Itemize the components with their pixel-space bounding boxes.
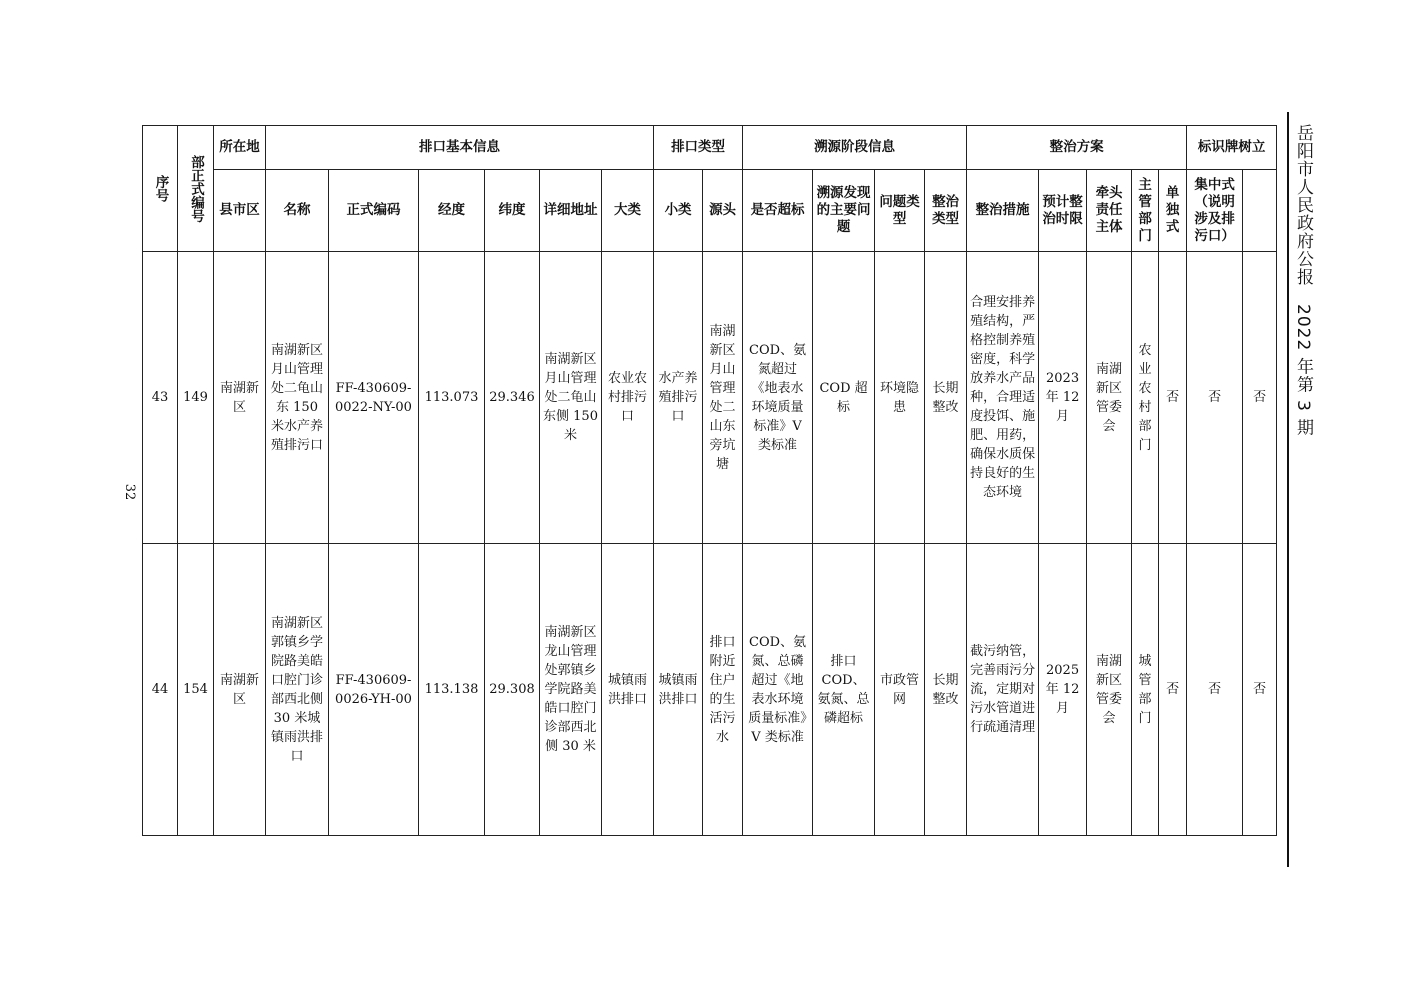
cell-major: 城镇雨洪排口 [602,544,654,836]
cell-address: 南湖新区月山管理处二龟山东侧 150 米 [540,252,602,544]
header-county: 县市区 [214,170,266,252]
header-row-columns [143,170,1277,252]
cell-longitude: 113.073 [419,252,485,544]
cell-source: 排口附近住户的生活污水 [703,544,743,836]
header-dept: 主管部门 [1132,170,1159,252]
table-row [143,252,1277,544]
header-problem-type: 问题类型 [875,170,925,252]
cell-seq: 44 [143,544,178,836]
cell-central: 否 [1187,544,1243,836]
header-rect-type: 整治类型 [925,170,967,252]
header-exceed: 是否超标 [743,170,813,252]
table-header [143,126,1277,252]
cell-name: 南湖新区郭镇乡学院路美皓口腔门诊部西北侧 30 米城镇雨洪排口 [266,544,329,836]
header-problem: 溯源发现的主要问题 [813,170,875,252]
table-row [143,544,1277,836]
cell-seq: 43 [143,252,178,544]
cell-single: 否 [1159,252,1187,544]
cell-county: 南湖新区 [214,252,266,544]
header-address: 详细地址 [540,170,602,252]
sewage-outlet-table [142,125,1277,836]
cell-deadline: 2025 年 12 月 [1039,544,1087,836]
table-body [143,252,1277,836]
cell-deadline: 2023 年 12 月 [1039,252,1087,544]
cell-source: 南湖新区月山管理处二山东旁坑塘 [703,252,743,544]
cell-longitude: 113.138 [419,544,485,836]
cell-problem-type: 市政管网 [875,544,925,836]
header-longitude: 经度 [419,170,485,252]
header-trace-group: 溯源阶段信息 [743,126,967,170]
header-row-group [143,126,1277,170]
cell-problem: COD 超标 [813,252,875,544]
cell-rect-type: 长期整改 [925,252,967,544]
cell-dept-code: 154 [178,544,214,836]
cell-code: FF-430609-0026-YH-00 [329,544,419,836]
header-basic-info: 排口基本信息 [266,126,654,170]
cell-minor: 城镇雨洪排口 [654,544,703,836]
header-rule [1287,112,1289,867]
cell-rect-type: 长期整改 [925,544,967,836]
header-source: 源头 [703,170,743,252]
header-latitude: 纬度 [485,170,540,252]
header-single: 单独式 [1159,170,1187,252]
cell-dept-code: 149 [178,252,214,544]
cell-problem: 排口 COD、氨氮、总磷超标 [813,544,875,836]
cell-done: 否 [1243,544,1277,836]
cell-address: 南湖新区龙山管理处郭镇乡学院路美皓口腔门诊部西北侧 30 米 [540,544,602,836]
cell-lead: 南湖新区管委会 [1087,252,1132,544]
header-major: 大类 [602,170,654,252]
header-central: 集中式（说明涉及排污口） [1187,170,1243,252]
header-name: 名称 [266,170,329,252]
cell-major: 农业农村排污口 [602,252,654,544]
cell-minor: 水产养殖排污口 [654,252,703,544]
cell-exceed: COD、氨氮、总磷超过《地表水环境质量标准》V 类标准 [743,544,813,836]
cell-county: 南湖新区 [214,544,266,836]
header-type-group: 排口类型 [654,126,743,170]
header-dept-code: 部正式编号 [178,126,214,252]
cell-central: 否 [1187,252,1243,544]
header-measures: 整治措施 [967,170,1039,252]
cell-lead: 南湖新区管委会 [1087,544,1132,836]
header-seq: 序号 [143,126,178,252]
header-deadline: 预计整治时限 [1039,170,1087,252]
cell-measures: 截污纳管，完善雨污分流，定期对污水管道进行疏通清理 [967,544,1039,836]
cell-dept: 城管部门 [1132,544,1159,836]
page-number: 32 [122,483,138,501]
header-location-group: 所在地 [214,126,266,170]
header-lead: 牵头责任主体 [1087,170,1132,252]
cell-done: 否 [1243,252,1277,544]
cell-latitude: 29.308 [485,544,540,836]
cell-measures: 合理安排养殖结构，严格控制养殖密度，科学放养水产品种，合理适度投饵、施肥、用药，确保水质保持良好的生态环境 [967,252,1039,544]
header-code: 正式编码 [329,170,419,252]
cell-problem-type: 环境隐患 [875,252,925,544]
header-sign-group: 标识牌树立 [1187,126,1277,170]
cell-code: FF-430609-0022-NY-00 [329,252,419,544]
cell-dept: 农业农村部门 [1132,252,1159,544]
cell-single: 否 [1159,544,1187,836]
cell-name: 南湖新区月山管理处二龟山东 150 米水产养殖排污口 [266,252,329,544]
running-header: 岳阳市人民政府公报 2022 年第 3 期 [1293,124,1313,437]
header-minor: 小类 [654,170,703,252]
cell-latitude: 29.346 [485,252,540,544]
header-plan-group: 整治方案 [967,126,1187,170]
cell-exceed: COD、氨氮超过《地表水环境质量标准》V 类标准 [743,252,813,544]
